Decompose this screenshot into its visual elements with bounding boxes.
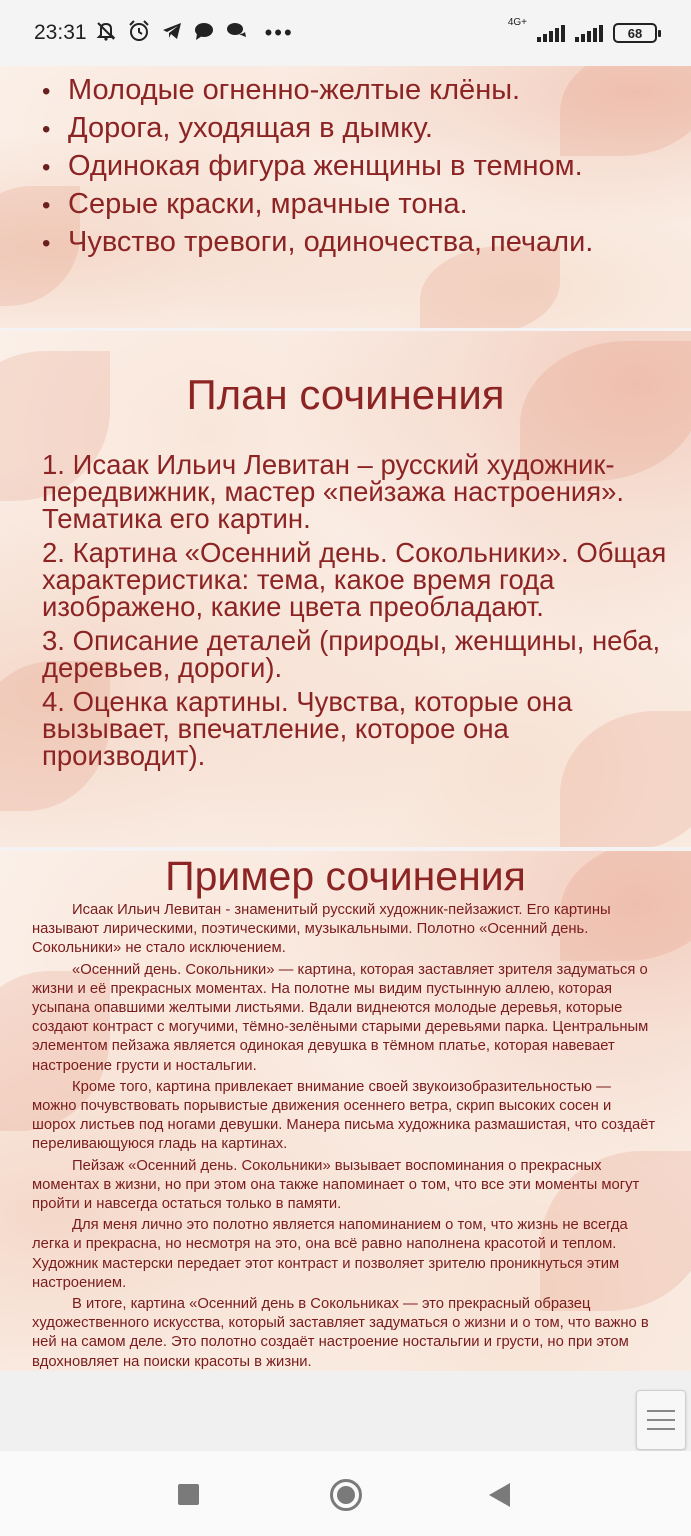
list-item: • Чувство тревоги, одиночества, печали.	[42, 226, 594, 258]
alarm-icon	[127, 19, 151, 47]
signal-icon	[537, 24, 565, 42]
menu-icon[interactable]	[636, 1390, 686, 1450]
battery-icon: 68	[613, 23, 657, 43]
status-right	[507, 17, 657, 43]
list-item: • Серые краски, мрачные тона.	[42, 188, 468, 220]
example-title: Пример сочинения	[165, 853, 526, 899]
slide-plan	[0, 331, 691, 847]
plan-item: 1. Исаак Ильич Левитан – русский художник-передвижник, мастер «пейзажа настроения». Тематика его картин.	[42, 449, 625, 534]
mute-icon	[95, 20, 117, 46]
essay-paragraph: «Осенний день. Сокольники» — картина, которая заставляет зрителя задуматься о жизни и её прекрасных моментах. На полотне мы видим пустынную аллею, которая усыпана опавшими желтыми листьями. Вдали виднеются молодые деревья, которые создают контраст с могучими, тёмно-зелёными старыми деревьями парка. Центральным элементом пейзажа является одинокая девушка в тёмном платье, которая навевает настроение грусти и ностальгии.	[32, 961, 649, 1074]
page-footer-space	[0, 1371, 691, 1451]
slide-features	[0, 66, 691, 328]
home-icon[interactable]	[330, 1479, 362, 1511]
essay-paragraph: Для меня лично это полотно является напоминанием о том, что жизнь не всегда легка и прекрасна, но несмотря на это, она всё равно наполнена красотой и теплом. Художник мастерски передает этот контраст и позволяет зрителю проникнуться этим настроением.	[32, 1217, 628, 1291]
essay-text	[32, 901, 658, 1371]
list-item: • Одинокая фигура женщины в темном.	[42, 150, 583, 182]
navigation-bar	[0, 1451, 691, 1536]
chat-icon	[193, 20, 215, 46]
chat-bubbles-icon	[225, 20, 249, 46]
network-type: 4G+	[507, 17, 527, 28]
more-icon: •••	[264, 20, 294, 45]
essay-paragraph: Кроме того, картина привлекает внимание своей звукоизобразительностью — можно почувствовать порывистые движения осеннего ветра, скрип высоких сосен и шорох листьев под ногами девушки. Манера письма художника размашистая, что создаёт переливающуюся гладь на картинах.	[32, 1078, 656, 1153]
plan-item: 3. Описание деталей (природы, женщины, неба, деревьев, дороги).	[42, 625, 661, 683]
list-item: • Молодые огненно-желтые клёны.	[42, 74, 521, 106]
essay-paragraph: Пейзаж «Осенний день. Сокольники» вызывает воспоминания о прекрасных моментах в жизни, но при этом она также напоминает о том, что все эти моменты могут пройти и навсегда остаться только в памяти.	[32, 1157, 640, 1213]
status-bar	[0, 0, 691, 66]
plan-item: 4. Оценка картины. Чувства, которые она вызывает, впечатление, которое она производит).	[42, 686, 573, 771]
telegram-icon	[161, 20, 183, 46]
back-icon[interactable]	[489, 1483, 510, 1507]
recents-icon[interactable]	[178, 1484, 199, 1505]
essay-paragraph: В итоге, картина «Осенний день в Сокольниках — это прекрасный образец художественного искусства, который заставляет задуматься о жизни и о том, что важно в ней на самом деле. Это полотно создаёт настроение ностальгии и грусти, но при этом вдохновляет на поиски красоты в жизни.	[32, 1296, 649, 1370]
slide-example	[0, 851, 691, 1371]
plan-item: 2. Картина «Осенний день. Сокольники». Общая характеристика: тема, какое время года изображено, какие цвета преобладают.	[42, 537, 667, 622]
feature-list	[42, 72, 593, 262]
plan-title: План сочинения	[186, 371, 505, 418]
plan-list	[42, 451, 672, 776]
list-item: • Дорога, уходящая в дымку.	[42, 112, 433, 144]
status-time: 23:31	[34, 21, 87, 44]
signal-icon-2	[575, 24, 603, 42]
essay-paragraph: Исаак Ильич Левитан - знаменитый русский художник-пейзажист. Его картины называют лирическими, поэтическими, музыкальными. Полотно «Осенний день. Сокольники» не стало исключением.	[32, 902, 611, 957]
